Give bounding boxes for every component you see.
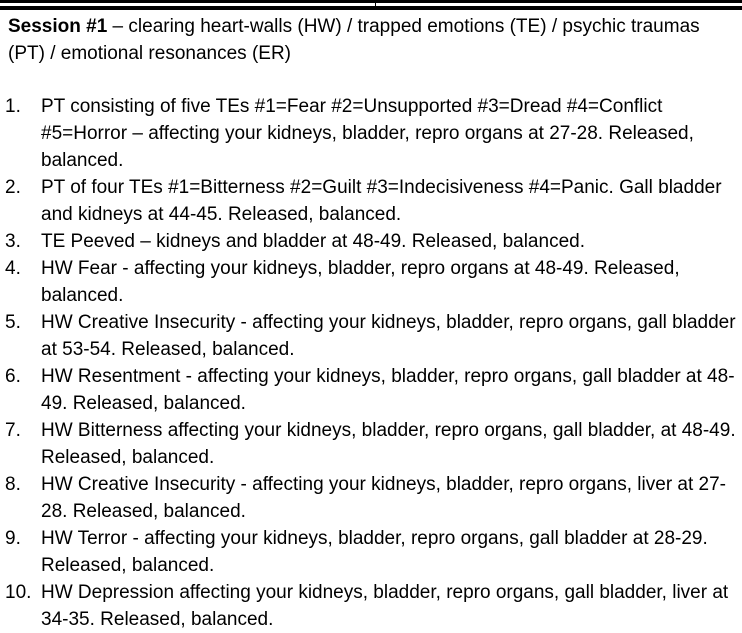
item-text: HW Creative Insecurity - affecting your kidneys, bladder, repro organs, liver at 27-28. Released, balanced.: [41, 474, 727, 522]
item-number: 5.: [5, 312, 21, 333]
list-item: [0, 228, 742, 255]
session-description: – clearing heart-walls (HW) / trapped emotions (TE) / psychic traumas (PT) / emotional resonances (ER): [8, 16, 700, 64]
session-item-list: [0, 93, 742, 633]
item-number: 10.: [5, 582, 32, 603]
item-number: 4.: [5, 258, 21, 279]
list-item: [0, 255, 742, 309]
list-item: [0, 417, 742, 471]
list-item: [0, 579, 742, 633]
table-border: [0, 0, 742, 10]
item-number: 2.: [5, 177, 21, 198]
item-text: HW Depression affecting your kidneys, bladder, repro organs, gall bladder, liver at 34-35. Released, balanced.: [41, 582, 729, 630]
item-number: 8.: [5, 474, 21, 495]
item-text: PT of four TEs #1=Bitterness #2=Guilt #3=Indecisiveness #4=Panic. Gall bladder and kidneys at 44-45. Released, balanced.: [41, 177, 722, 225]
item-text: TE Peeved – kidneys and bladder at 48-49. Released, balanced.: [41, 231, 585, 252]
list-item: [0, 93, 742, 174]
table-cell-bottom-line: [0, 0, 742, 3]
session-header: [8, 13, 736, 67]
item-number: 7.: [5, 420, 21, 441]
list-item: [0, 309, 742, 363]
item-number: 3.: [5, 231, 21, 252]
item-text: HW Creative Insecurity - affecting your kidneys, bladder, repro organs, gall bladder at 53-54. Released, balanced.: [41, 312, 736, 360]
list-item: [0, 471, 742, 525]
item-number: 9.: [5, 528, 21, 549]
item-text: PT consisting of five TEs #1=Fear #2=Unsupported #3=Dread #4=Conflict #5=Horror – affecting your kidneys, bladder, repro organs at 27-28. Released, balanced.: [41, 96, 694, 171]
list-item: [0, 363, 742, 417]
item-text: HW Terror - affecting your kidneys, bladder, repro organs, gall bladder at 28-29. Released, balanced.: [41, 528, 708, 576]
item-text: HW Resentment - affecting your kidneys, bladder, repro organs, gall bladder at 48-49. Released, balanced.: [41, 366, 735, 414]
item-number: 6.: [5, 366, 21, 387]
item-text: HW Fear - affecting your kidneys, bladder, repro organs at 48-49. Released, balanced.: [41, 258, 680, 306]
list-item: [0, 525, 742, 579]
item-number: 1.: [5, 96, 21, 117]
section-rule: [0, 6, 742, 10]
list-item: [0, 174, 742, 228]
item-text: HW Bitterness affecting your kidneys, bladder, repro organs, gall bladder, at 48-49. Released, balanced.: [41, 420, 736, 468]
session-title: Session #1: [8, 16, 108, 37]
